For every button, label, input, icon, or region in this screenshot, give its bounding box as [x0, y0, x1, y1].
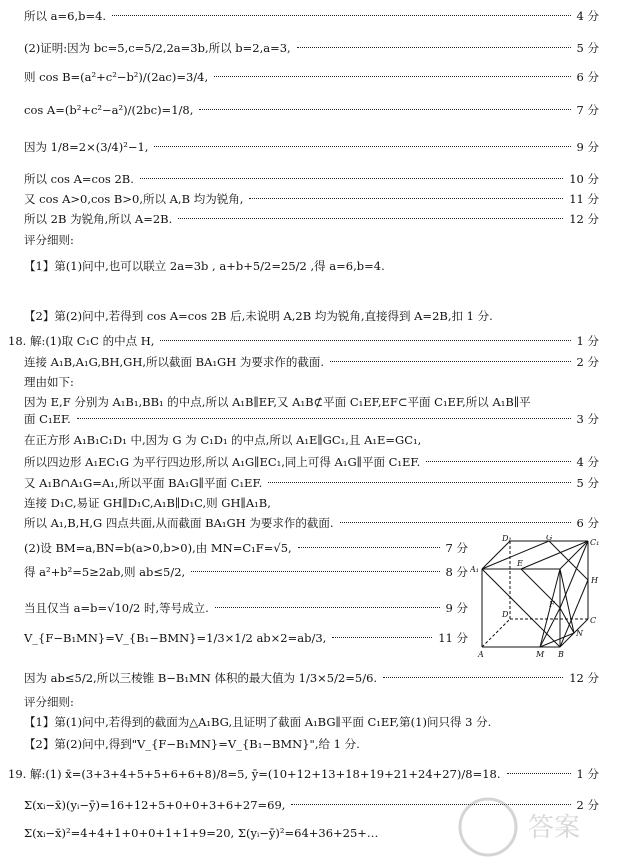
answer-line: [0, 691, 617, 713]
edge-A1-D1: [482, 541, 510, 569]
leader-dots: [154, 146, 570, 147]
line-text: 理由如下:: [24, 375, 74, 389]
answer-line: [0, 371, 617, 393]
edge-A-D: [482, 619, 510, 647]
score-label: 7 分: [576, 103, 599, 117]
label-N: N: [576, 629, 583, 638]
line-text: 连接 A₁B,A₁G,BH,GH,所以截面 BA₁GH 为要求作的截面.: [24, 355, 325, 369]
score-label: 11 分: [438, 631, 468, 645]
edge-B1-C1: [560, 541, 588, 569]
label-G: G: [546, 535, 553, 542]
score-label: 1 分: [576, 334, 599, 348]
label-B: B: [558, 650, 564, 659]
score-label: 12 分: [569, 212, 599, 226]
leader-dots: [191, 571, 439, 572]
line-text: 【2】第(2)问中,得到"V_{F−B₁MN}=V_{B₁−BMN}",给 1 分.: [24, 737, 360, 751]
line-text: V_{F−B₁MN}=V_{B₁−BMN}=1/3×1/2 ab×2=ab/3,: [24, 631, 327, 645]
line-text: 19. 解:(1) x̄=(3+3+4+5+5+6+6+8)/8=5, ȳ=(10+12+13+18+19+21+24+27)/8=18.: [8, 767, 501, 781]
line-text: 又 A₁B∩A₁G=A₁,所以平面 BA₁G∥平面 C₁EF.: [24, 476, 263, 490]
line-text: 【1】第(1)问中,若得到的截面为△A₁BG,且证明了截面 A₁BG∥平面 C₁EF,第(1)问只得 3 分.: [24, 715, 492, 729]
score-label: 5 分: [576, 41, 599, 55]
answer-line: [0, 711, 617, 733]
score-label: 2 分: [576, 798, 599, 812]
line-text: 得 a²+b²=5≥2ab,则 ab≤5/2,: [24, 565, 186, 579]
answer-line: [0, 37, 617, 59]
leader-dots: [383, 677, 563, 678]
leader-dots: [507, 773, 571, 774]
answer-line: [0, 351, 617, 373]
leader-dots: [330, 361, 570, 362]
line-M-N: [540, 633, 574, 647]
answer-line: [0, 168, 617, 190]
line-text: (2)证明:因为 bc=5,c=5/2,2a=3b,所以 b=2,a=3,: [24, 41, 291, 55]
answer-line: [0, 667, 617, 689]
leader-dots: [297, 47, 571, 48]
line-text: 面 C₁EF.: [24, 412, 71, 426]
line-text: 因为 1/8=2×(3/4)²−1,: [24, 140, 149, 154]
answer-line: [0, 429, 617, 451]
leader-dots: [77, 418, 571, 419]
leader-dots: [340, 522, 571, 523]
line-text: 所以 A₁,B,H,G 四点共面,从而截面 BA₁GH 为要求作的截面.: [24, 516, 334, 530]
answer-line: [0, 408, 617, 430]
score-label: 9 分: [576, 140, 599, 154]
watermark-text: 答案: [528, 813, 581, 843]
line-text: 当且仅当 a=b=√10/2 时,等号成立.: [24, 601, 209, 615]
label-A1: A₁: [470, 565, 479, 574]
label-D1: D₁: [502, 535, 512, 543]
score-label: 4 分: [576, 9, 599, 23]
score-label: 1 分: [576, 767, 599, 781]
answer-line: [0, 472, 617, 494]
leader-dots: [140, 178, 563, 179]
cube-figure: [470, 535, 605, 665]
score-label: 5 分: [576, 476, 599, 490]
answer-line: [0, 451, 617, 473]
line-text: 则 cos B=(a²+c²−b²)/(2ac)=3/4,: [24, 70, 209, 84]
answer-line: [0, 66, 617, 88]
answer-line: [0, 5, 617, 27]
label-A: A: [478, 650, 484, 659]
line-text: 所以 a=6,b=4.: [24, 9, 107, 23]
answer-line: [0, 208, 617, 230]
line-text: Σ(xᵢ−x̄)(yᵢ−ȳ)=16+12+5+0+0+3+6+27=69,: [24, 798, 286, 812]
answer-line: [0, 733, 617, 755]
label-C: C: [590, 616, 597, 625]
answer-line: [0, 99, 617, 121]
answer-line: [0, 305, 617, 327]
score-label: 3 分: [576, 412, 599, 426]
line-text: 又 cos A>0,cos B>0,所以 A,B 均为锐角,: [24, 192, 244, 206]
score-label: 6 分: [576, 516, 599, 530]
line-text: Σ(xᵢ−x̄)²=4+4+1+0+0+1+1+9=20, Σ(yᵢ−ȳ)²=64+36+25+…: [24, 826, 379, 840]
leader-dots: [178, 218, 563, 219]
line-text: 在正方形 A₁B₁C₁D₁ 中,因为 G 为 C₁D₁ 的中点,所以 A₁E∥GC₁,且 A₁E=GC₁,: [24, 433, 422, 447]
leader-dots: [332, 637, 432, 638]
label-D: D: [502, 610, 509, 619]
answer-line: [0, 512, 617, 534]
answer-line: [0, 229, 617, 251]
line-text: 因为 ab≤5/2,所以三棱锥 B−B₁MN 体积的最大值为 1/3×5/2=5/6.: [24, 671, 378, 685]
line-text: 18. 解:(1)取 C₁C 的中点 H,: [8, 334, 155, 348]
line-text: 所以 2B 为锐角,所以 A=2B.: [24, 212, 173, 226]
watermark-logo: [448, 792, 598, 862]
score-label: 4 分: [576, 455, 599, 469]
leader-dots: [214, 76, 570, 77]
score-label: 12 分: [569, 671, 599, 685]
line-A1-G: [482, 541, 549, 569]
line-text: 所以 cos A=cos 2B.: [24, 172, 134, 186]
line-text: 因为 E,F 分别为 A₁B₁,BB₁ 的中点,所以 A₁B∥EF,又 A₁B⊄平面 C₁EF,EF⊂平面 C₁EF,所以 A₁B∥平: [24, 395, 531, 409]
line-text: 【1】第(1)问中,也可以联立 2a=3b , a+b+5/2=25/2 ,得 a=6,b=4.: [24, 259, 385, 273]
watermark-ring: [460, 799, 516, 855]
label-M: M: [536, 650, 545, 659]
score-label: 11 分: [569, 192, 599, 206]
line-text: cos A=(b²+c²−a²)/(2bc)=1/8,: [24, 103, 194, 117]
score-label: 7 分: [445, 541, 468, 555]
score-label: 8 分: [445, 565, 468, 579]
line-text: (2)设 BM=a,BN=b(a>0,b>0),由 MN=C₁F=√5,: [24, 541, 292, 555]
leader-dots: [215, 607, 440, 608]
score-label: 2 分: [576, 355, 599, 369]
line-text: 所以四边形 A₁EC₁G 为平行四边形,所以 A₁G∥EC₁,同上可得 A₁G∥平面 C₁EF.: [24, 455, 421, 469]
answer-line: [0, 136, 617, 158]
line-text: 评分细则:: [24, 695, 74, 709]
line-text: 【2】第(2)问中,若得到 cos A=cos 2B 后,未说明 A,2B 均为锐角,直接得到 A=2B,扣 1 分.: [24, 309, 493, 323]
answer-line: [0, 492, 617, 514]
score-label: 6 分: [576, 70, 599, 84]
label-C1: C₁: [590, 538, 600, 547]
label-H: H: [591, 576, 598, 585]
answer-line: [0, 255, 617, 277]
leader-dots: [268, 482, 570, 483]
line-text: 评分细则:: [24, 233, 74, 247]
score-label: 9 分: [445, 601, 468, 615]
leader-dots: [298, 547, 440, 548]
answer-line: [0, 330, 617, 352]
label-E: E: [517, 559, 523, 568]
answer-line: [0, 763, 617, 785]
leader-dots: [199, 109, 570, 110]
leader-dots: [426, 461, 570, 462]
score-label: 10 分: [569, 172, 599, 186]
leader-dots: [249, 198, 563, 199]
leader-dots: [160, 340, 570, 341]
line-F-M: [540, 608, 560, 647]
leader-dots: [112, 15, 570, 16]
label-F: F: [549, 600, 555, 609]
line-text: 连接 D₁C,易证 GH∥D₁C,A₁B∥D₁C,则 GH∥A₁B,: [24, 496, 271, 510]
answer-line: [0, 188, 617, 210]
